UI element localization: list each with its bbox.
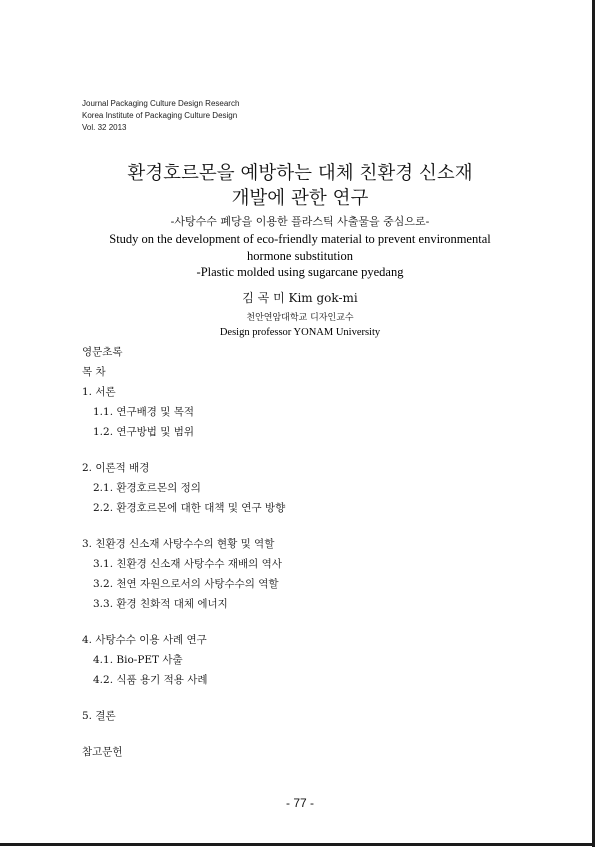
page-number: - 77 - xyxy=(285,796,314,810)
subtitle-korean: -사탕수수 폐당을 이용한 플라스틱 사출물을 중심으로- xyxy=(170,215,430,228)
journal-header xyxy=(82,98,239,134)
page-border-bottom xyxy=(0,843,595,846)
title-korean-line1: 환경호르몬을 예방하는 대체 친환경 신소재 xyxy=(127,163,473,184)
title-korean-line2: 개발에 관한 연구 xyxy=(231,188,369,209)
institute-name: Korea Institute of Packaging Culture Design xyxy=(82,111,238,120)
author-name: 김 곡 미 Kim gok-mi xyxy=(242,291,358,305)
toc-item: 1.1. 연구배경 및 목적 xyxy=(93,406,195,418)
toc-item: 4.2. 식품 용기 적용 사례 xyxy=(93,674,208,686)
toc-item: 2.1. 환경호르몬의 정의 xyxy=(93,482,201,494)
toc-item: 3.3. 환경 친화적 대체 에너지 xyxy=(93,598,228,610)
volume-info: Vol. 32 2013 xyxy=(82,123,127,132)
toc-item: 3. 친환경 신소재 사탕수수의 현황 및 역할 xyxy=(82,538,275,550)
toc-item: 2. 이론적 배경 xyxy=(82,462,150,474)
abstract-heading: 영문초록 xyxy=(82,346,123,358)
page-border-right xyxy=(592,0,595,847)
toc-item: 5. 결론 xyxy=(82,710,116,722)
affiliation-korean: 천안연암대학교 디자인교수 xyxy=(246,313,354,323)
toc-item: 3.1. 친환경 신소재 사탕수수 재배의 역사 xyxy=(93,558,282,570)
references-heading: 참고문헌 xyxy=(82,746,123,758)
contents-heading: 목 차 xyxy=(82,366,106,378)
toc-item: 4. 사탕수수 이용 사례 연구 xyxy=(82,634,207,646)
title-english-line2: hormone substitution xyxy=(247,249,353,263)
affiliation-english: Design professor YONAM University xyxy=(219,327,381,338)
toc-item: 3.2. 천연 자원으로서의 사탕수수의 역할 xyxy=(93,578,279,590)
title-english-line1: Study on the development of eco-friendly material to prevent environmental xyxy=(109,232,491,246)
toc-item: 2.2. 환경호르몬에 대한 대책 및 연구 방향 xyxy=(93,502,286,514)
journal-name: Journal Packaging Culture Design Research xyxy=(82,99,240,108)
toc-item: 1. 서론 xyxy=(82,386,116,398)
toc-item: 4.1. Bio-PET 사출 xyxy=(93,654,183,666)
toc-item: 1.2. 연구방법 및 범위 xyxy=(93,426,195,438)
title-english-line3: -Plastic molded using sugarcane pyedang xyxy=(196,265,404,279)
